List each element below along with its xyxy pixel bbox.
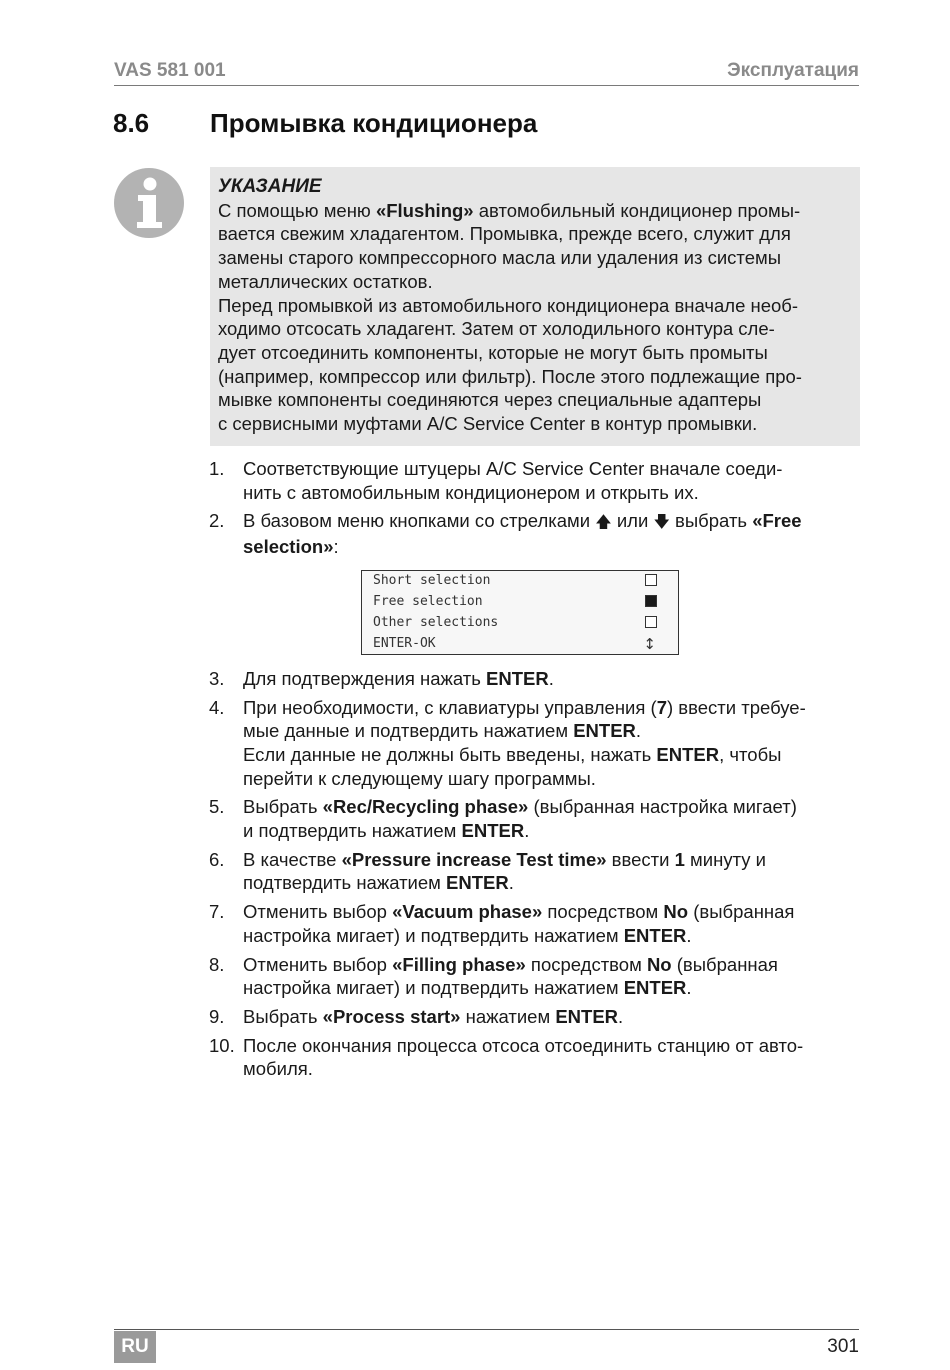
arrow-up-icon: 🡅 [595,514,612,532]
list-item: 9. Выбрать «Process start» нажатием ENTER. [209,1005,624,1027]
list-item: 8. Отменить выбор «Filling phase» посредством No (выбранная настройка мигает) и подтвердить нажатием ENTER. [209,953,778,999]
note-box [210,167,860,446]
display-row: Short selection [373,571,668,591]
info-icon [113,167,185,239]
list-item: 10. После окончания процесса отсоса отсоединить станцию от авто- мобиля. [209,1034,804,1080]
list-item: 5. Выбрать «Rec/Recycling phase» (выбранная настройка мигает) и подтвердить нажатием ENTER. [209,796,797,842]
language-badge: RU [114,1331,156,1363]
up-down-arrow-icon: ↕ [643,634,656,653]
note-paragraph-1: С помощью меню «Flushing» автомобильный кондиционер промы- вается свежим хладагентом. Промывка, прежде всего, служит для замены старого компрессорного масла или удаления из системы металлических остатков. [218,199,801,292]
display-row: ENTER-OK ↕ [373,634,656,653]
checkbox-icon [645,616,657,628]
device-display [361,570,679,655]
footer-divider [114,1329,859,1330]
header-product: VAS 581 001 [114,60,226,81]
list-item: 3. Для подтверждения нажать ENTER. [209,667,554,689]
header-divider [114,85,859,86]
header-chapter: Эксплуатация [727,60,859,81]
display-row: Other selections [373,613,668,633]
list-item: 4. При необходимости, с клавиатуры управления (7) ввести требуе- мые данные и подтвердить нажатием ENTER. Если данные не должны быть введены, нажать ENTER, чтобы перейти к следующему шагу программы. [209,696,806,789]
list-item: 6. В качестве «Pressure increase Test time» ввести 1 минуту и подтвердить нажатием ENTER. [209,848,766,894]
list-item: 7. Отменить выбор «Vacuum phase» посредством No (выбранная настройка мигает) и подтвердить нажатием ENTER. [209,901,795,946]
section-number: 8.6 [113,108,150,138]
page-number: 301 [827,1336,859,1357]
list-item: 2. В базовом меню кнопками со стрелками 🡅 или 🡇 выбрать «Free selection»: Short selection Free selection Other selections ENTER-OK ↕ [209,510,802,653]
note-paragraph-2: Перед промывкой из автомобильного кондиционера вначале необ- ходимо отсосать хладагент. Затем от холодильного контура сле- дует отсоединить компоненты, которые не могут быть промыты (например, компрессор или фильтр). После этого подлежащие про- мывке компоненты соединяются через специальные адаптеры с сервисными муфтами A/C Service Center в контур промывки. [218,294,802,435]
display-row: Free selection [373,592,668,612]
checkbox-icon [645,574,657,586]
procedure-steps [209,457,864,1086]
section-title: Промывка кондиционера [210,108,538,138]
note-title: УКАЗАНИЕ [218,176,322,197]
list-item: 1. Соответствующие штуцеры A/C Service Center вначале соеди- нить с автомобильным кондиционером и открыть их. [209,458,783,503]
checkbox-checked-icon [645,595,657,607]
arrow-down-icon: 🡇 [653,514,670,532]
